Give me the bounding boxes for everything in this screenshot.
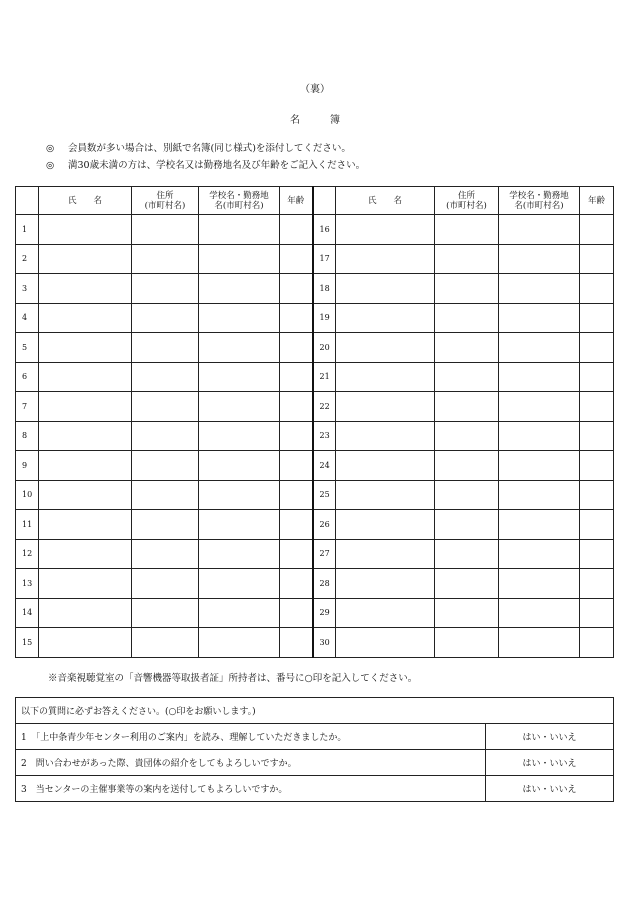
- row-number: 20: [313, 333, 336, 363]
- school-cell[interactable]: [199, 274, 280, 304]
- name-cell[interactable]: [336, 244, 435, 274]
- school-cell[interactable]: [199, 215, 280, 245]
- age-cell[interactable]: [280, 569, 313, 599]
- address-cell[interactable]: [132, 539, 199, 569]
- school-cell[interactable]: [499, 569, 580, 599]
- question-row: [16, 776, 614, 802]
- address-cell[interactable]: [435, 510, 499, 540]
- row-number: 30: [313, 628, 336, 658]
- age-cell[interactable]: [580, 598, 614, 628]
- roster-row: [16, 628, 614, 658]
- age-cell[interactable]: [580, 451, 614, 481]
- school-cell[interactable]: [199, 421, 280, 451]
- row-number: 7: [16, 392, 39, 422]
- page-title: 名 簿: [290, 115, 350, 126]
- name-cell[interactable]: [39, 628, 132, 658]
- school-cell[interactable]: [199, 244, 280, 274]
- age-cell[interactable]: [580, 274, 614, 304]
- address-cell[interactable]: [435, 303, 499, 333]
- school-cell[interactable]: [499, 510, 580, 540]
- school-cell[interactable]: [499, 421, 580, 451]
- address-cell[interactable]: [132, 510, 199, 540]
- row-number: 4: [16, 303, 39, 333]
- row-number: 1: [16, 215, 39, 245]
- school-cell[interactable]: [499, 303, 580, 333]
- school-cell[interactable]: [499, 451, 580, 481]
- name-cell[interactable]: [39, 421, 132, 451]
- name-cell[interactable]: [336, 362, 435, 392]
- page-side-label: （裏）: [300, 84, 330, 95]
- address-cell[interactable]: [435, 480, 499, 510]
- school-cell[interactable]: [199, 539, 280, 569]
- address-cell[interactable]: [435, 628, 499, 658]
- row-number: 2: [16, 244, 39, 274]
- name-cell[interactable]: [39, 598, 132, 628]
- school-cell[interactable]: [499, 274, 580, 304]
- name-cell[interactable]: [336, 451, 435, 481]
- age-cell[interactable]: [580, 303, 614, 333]
- name-cell[interactable]: [336, 392, 435, 422]
- roster-row: [16, 392, 614, 422]
- row-number: 26: [313, 510, 336, 540]
- questions-table: [15, 697, 614, 802]
- name-cell[interactable]: [39, 303, 132, 333]
- age-cell[interactable]: [280, 539, 313, 569]
- school-cell[interactable]: [199, 333, 280, 363]
- address-cell[interactable]: [132, 244, 199, 274]
- question-text: 2 問い合わせがあった際、貴団体の紹介をしてもよろしいですか。: [16, 750, 486, 776]
- row-number: 25: [313, 480, 336, 510]
- age-cell[interactable]: [280, 392, 313, 422]
- name-cell[interactable]: [336, 333, 435, 363]
- row-number: 21: [313, 362, 336, 392]
- school-cell[interactable]: [499, 244, 580, 274]
- double-circle-icon: ◎: [46, 160, 55, 171]
- school-cell[interactable]: [199, 510, 280, 540]
- roster-row: [16, 274, 614, 304]
- school-cell[interactable]: [499, 628, 580, 658]
- license-footnote: ※音楽視聴覚室の「音響機器等取扱者証」所持者は、番号に○印を記入してください。: [48, 673, 418, 684]
- name-cell[interactable]: [39, 510, 132, 540]
- name-cell[interactable]: [336, 421, 435, 451]
- roster-row: [16, 362, 614, 392]
- instruction-text: 満30歳未満の方は、学校名又は勤務地名及び年齢をご記入ください。: [68, 160, 366, 171]
- school-cell[interactable]: [499, 480, 580, 510]
- row-number: 17: [313, 244, 336, 274]
- name-cell[interactable]: [336, 628, 435, 658]
- instruction-text: 会員数が多い場合は、別紙で名簿(同じ様式)を添付してください。: [68, 143, 351, 154]
- address-cell[interactable]: [435, 244, 499, 274]
- school-cell[interactable]: [199, 569, 280, 599]
- row-number: 18: [313, 274, 336, 304]
- name-cell[interactable]: [336, 598, 435, 628]
- school-cell[interactable]: [499, 362, 580, 392]
- address-cell[interactable]: [435, 569, 499, 599]
- answer-choice[interactable]: はい・いいえ: [486, 724, 614, 750]
- instruction-line: [46, 140, 365, 157]
- question-text: 3 当センターの主催事業等の案内を送付してもよろしいですか。: [16, 776, 486, 802]
- name-cell[interactable]: [336, 303, 435, 333]
- row-number: 13: [16, 569, 39, 599]
- answer-choice[interactable]: はい・いいえ: [486, 750, 614, 776]
- name-cell[interactable]: [39, 333, 132, 363]
- age-cell[interactable]: [280, 274, 313, 304]
- roster-row: [16, 421, 614, 451]
- age-cell[interactable]: [280, 215, 313, 245]
- roster-row: [16, 215, 614, 245]
- address-cell[interactable]: [435, 539, 499, 569]
- age-cell[interactable]: [580, 333, 614, 363]
- roster-row: [16, 303, 614, 333]
- address-cell[interactable]: [132, 480, 199, 510]
- school-cell[interactable]: [499, 392, 580, 422]
- school-cell[interactable]: [199, 451, 280, 481]
- number-header: [313, 187, 336, 215]
- age-cell[interactable]: [280, 598, 313, 628]
- age-cell[interactable]: [280, 510, 313, 540]
- roster-row: [16, 451, 614, 481]
- address-cell[interactable]: [132, 303, 199, 333]
- age-cell[interactable]: [280, 333, 313, 363]
- row-number: 11: [16, 510, 39, 540]
- school-cell[interactable]: [499, 598, 580, 628]
- address-cell[interactable]: [132, 392, 199, 422]
- double-circle-icon: ◎: [46, 143, 55, 154]
- row-number: 22: [313, 392, 336, 422]
- age-header: 年齢: [580, 187, 614, 215]
- row-number: 27: [313, 539, 336, 569]
- address-cell[interactable]: [435, 421, 499, 451]
- row-number: 3: [16, 274, 39, 304]
- question-row: [16, 750, 614, 776]
- school-cell[interactable]: [199, 362, 280, 392]
- age-cell[interactable]: [580, 628, 614, 658]
- roster-row: [16, 244, 614, 274]
- instructions: [46, 140, 365, 174]
- age-cell[interactable]: [580, 244, 614, 274]
- school-header: 学校名・勤務地 名(市町村名): [199, 187, 280, 215]
- age-cell[interactable]: [580, 215, 614, 245]
- row-number: 5: [16, 333, 39, 363]
- address-cell[interactable]: [132, 333, 199, 363]
- name-cell[interactable]: [336, 569, 435, 599]
- row-number: 23: [313, 421, 336, 451]
- address-cell[interactable]: [132, 362, 199, 392]
- age-cell[interactable]: [580, 480, 614, 510]
- row-number: 24: [313, 451, 336, 481]
- school-header: 学校名・勤務地 名(市町村名): [499, 187, 580, 215]
- name-cell[interactable]: [336, 480, 435, 510]
- address-cell[interactable]: [435, 392, 499, 422]
- name-cell[interactable]: [336, 510, 435, 540]
- question-row: [16, 724, 614, 750]
- name-cell[interactable]: [39, 539, 132, 569]
- age-cell[interactable]: [580, 421, 614, 451]
- address-cell[interactable]: [132, 215, 199, 245]
- roster-row: [16, 510, 614, 540]
- age-header: 年齢: [280, 187, 313, 215]
- age-cell[interactable]: [580, 569, 614, 599]
- address-cell[interactable]: [435, 333, 499, 363]
- name-cell[interactable]: [336, 539, 435, 569]
- row-number: 28: [313, 569, 336, 599]
- age-cell[interactable]: [280, 244, 313, 274]
- name-cell[interactable]: [39, 480, 132, 510]
- age-cell[interactable]: [280, 362, 313, 392]
- row-number: 10: [16, 480, 39, 510]
- address-cell[interactable]: [435, 215, 499, 245]
- address-cell[interactable]: [132, 569, 199, 599]
- answer-choice[interactable]: はい・いいえ: [486, 776, 614, 802]
- address-cell[interactable]: [132, 598, 199, 628]
- school-cell[interactable]: [499, 215, 580, 245]
- row-number: 16: [313, 215, 336, 245]
- age-cell[interactable]: [280, 628, 313, 658]
- name-cell[interactable]: [39, 274, 132, 304]
- questions-intro: 以下の質問に必ずお答えください。(○印をお願いします。): [16, 698, 614, 724]
- name-cell[interactable]: [39, 569, 132, 599]
- name-cell[interactable]: [39, 392, 132, 422]
- number-header: [16, 187, 39, 215]
- age-cell[interactable]: [280, 451, 313, 481]
- school-cell[interactable]: [199, 598, 280, 628]
- address-cell[interactable]: [435, 598, 499, 628]
- questions-intro-row: [16, 698, 614, 724]
- school-cell[interactable]: [499, 539, 580, 569]
- roster-row: [16, 539, 614, 569]
- age-cell[interactable]: [280, 421, 313, 451]
- address-header: 住所 (市町村名): [435, 187, 499, 215]
- name-cell[interactable]: [39, 451, 132, 481]
- age-cell[interactable]: [580, 362, 614, 392]
- roster-table: [15, 186, 614, 658]
- row-number: 15: [16, 628, 39, 658]
- age-cell[interactable]: [280, 480, 313, 510]
- row-number: 14: [16, 598, 39, 628]
- row-number: 29: [313, 598, 336, 628]
- age-cell[interactable]: [580, 539, 614, 569]
- roster-header-row: [16, 187, 614, 215]
- row-number: 19: [313, 303, 336, 333]
- school-cell[interactable]: [199, 392, 280, 422]
- name-header: 氏 名: [39, 187, 132, 215]
- school-cell[interactable]: [199, 628, 280, 658]
- row-number: 12: [16, 539, 39, 569]
- address-cell[interactable]: [132, 451, 199, 481]
- address-cell[interactable]: [435, 362, 499, 392]
- roster-row: [16, 480, 614, 510]
- row-number: 6: [16, 362, 39, 392]
- address-cell[interactable]: [435, 274, 499, 304]
- name-cell[interactable]: [39, 244, 132, 274]
- school-cell[interactable]: [499, 333, 580, 363]
- address-cell[interactable]: [435, 451, 499, 481]
- address-cell[interactable]: [132, 628, 199, 658]
- school-cell[interactable]: [199, 480, 280, 510]
- row-number: 9: [16, 451, 39, 481]
- roster-row: [16, 598, 614, 628]
- age-cell[interactable]: [580, 392, 614, 422]
- address-header: 住所 (市町村名): [132, 187, 199, 215]
- question-text: 1 「上中条青少年センター利用のご案内」を読み、理解していただきましたか。: [16, 724, 486, 750]
- address-cell[interactable]: [132, 421, 199, 451]
- name-header: 氏 名: [336, 187, 435, 215]
- name-cell[interactable]: [336, 274, 435, 304]
- instruction-line: [46, 157, 365, 174]
- age-cell[interactable]: [580, 510, 614, 540]
- name-cell[interactable]: [336, 215, 435, 245]
- row-number: 8: [16, 421, 39, 451]
- roster-row: [16, 333, 614, 363]
- school-cell[interactable]: [199, 303, 280, 333]
- name-cell[interactable]: [39, 362, 132, 392]
- roster-row: [16, 569, 614, 599]
- name-cell[interactable]: [39, 215, 132, 245]
- address-cell[interactable]: [132, 274, 199, 304]
- age-cell[interactable]: [280, 303, 313, 333]
